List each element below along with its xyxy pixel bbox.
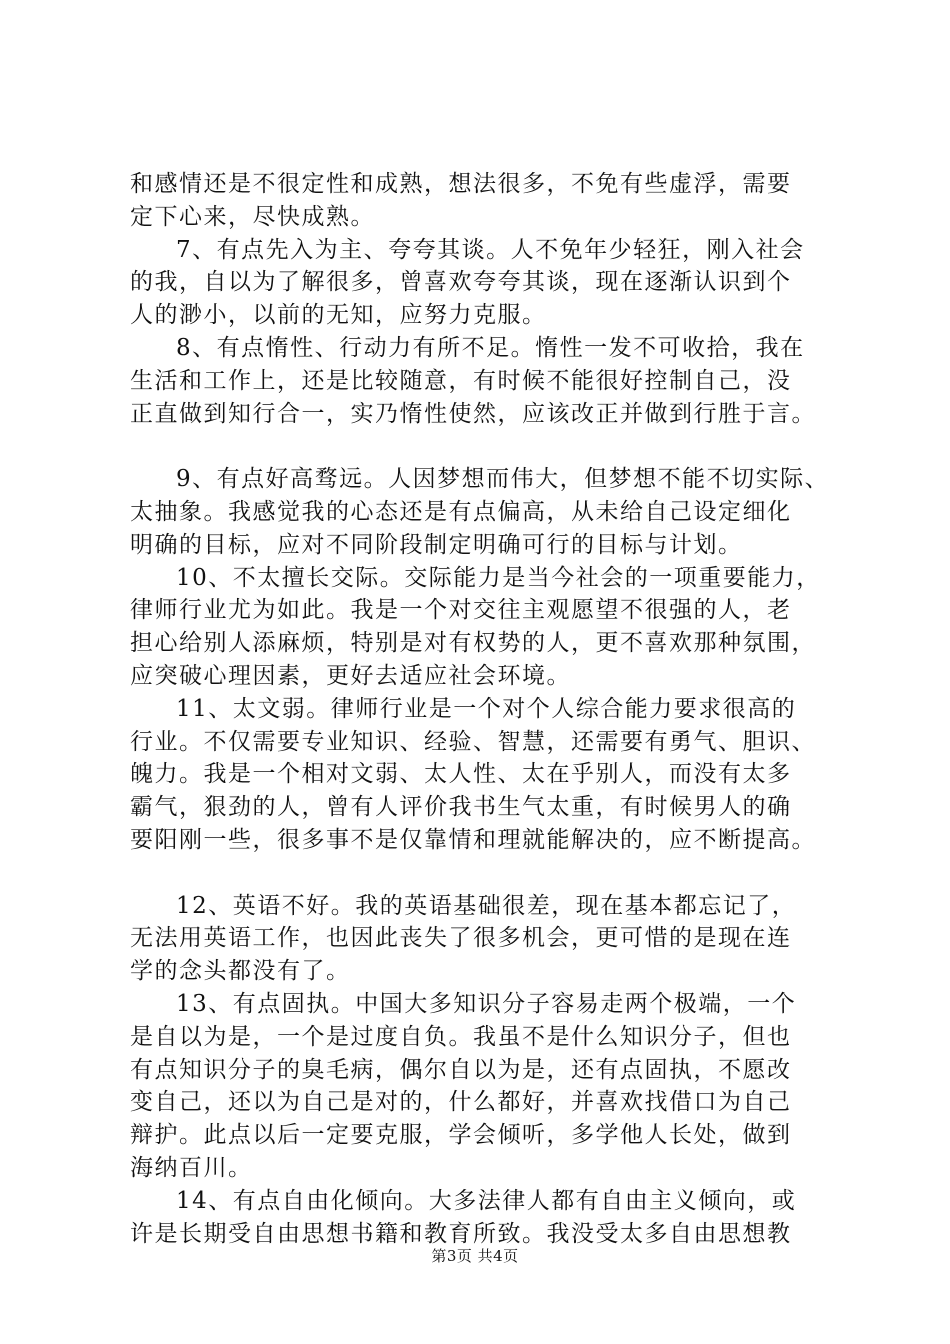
text-line: 太抽象。我感觉我的心态还是有点偏高，从未给自己设定细化 xyxy=(130,498,792,525)
paragraph-14-start: 14、有点自由化倾向。大多法律人都有自由主义倾向，或 xyxy=(176,1187,797,1214)
paragraph-10-start: 10、不太擅长交际。交际能力是当今社会的一项重要能力， xyxy=(176,564,821,591)
text-line: 变自己，还以为自己是对的，什么都好，并喜欢找借口为自己 xyxy=(130,1089,792,1116)
document-body xyxy=(130,168,835,1250)
paragraph-8-start: 8、有点惰性、行动力有所不足。惰性一发不可收拾，我在 xyxy=(176,334,805,361)
text-line: 要阳刚一些，很多事不是仅靠情和理就能解决的，应不断提高。 xyxy=(130,826,816,853)
text-line: 行业。不仅需要专业知识、经验、智慧，还需要有勇气、胆识、 xyxy=(130,728,816,755)
text-line: 应突破心理因素，更好去适应社会环境。 xyxy=(130,662,571,689)
paragraph-7-start: 7、有点先入为主、夸夸其谈。人不免年少轻狂，刚入社会 xyxy=(176,236,805,263)
blank-line xyxy=(130,857,835,890)
text-line: 的我，自以为了解很多，曾喜欢夸夸其谈，现在逐渐认识到个 xyxy=(130,269,792,296)
page-number-footer: 第3页 共4页 xyxy=(431,1247,519,1265)
blank-line xyxy=(130,430,835,463)
text-line: 正直做到知行合一，实乃惰性使然，应该改正并做到行胜于言。 xyxy=(130,400,816,427)
text-line: 担心给别人添麻烦，特别是对有权势的人，更不喜欢那种氛围， xyxy=(130,630,816,657)
paragraph-11-start: 11、太文弱。律师行业是一个对个人综合能力要求很高的 xyxy=(176,695,797,722)
text-line: 无法用英语工作，也因此丧失了很多机会，更可惜的是现在连 xyxy=(130,925,792,952)
paragraph-9-start: 9、有点好高骛远。人因梦想而伟大，但梦想不能不切实际、 xyxy=(176,466,830,493)
text-line: 律师行业尤为如此。我是一个对交往主观愿望不很强的人，老 xyxy=(130,597,792,624)
text-line: 学的念头都没有了。 xyxy=(130,958,351,985)
text-line: 有点知识分子的臭毛病，偶尔自以为是，还有点固执，不愿改 xyxy=(130,1056,792,1083)
text-line: 辩护。此点以后一定要克服，学会倾听，多学他人长处，做到 xyxy=(130,1122,792,1149)
text-line: 海纳百川。 xyxy=(130,1154,253,1181)
text-line: 定下心来，尽快成熟。 xyxy=(130,203,375,230)
paragraph-12-start: 12、英语不好。我的英语基础很差，现在基本都忘记了， xyxy=(176,892,797,919)
text-line: 许是长期受自由思想书籍和教育所致。我没受太多自由思想教 xyxy=(130,1220,792,1247)
text-line: 霸气，狠劲的人，曾有人评价我书生气太重，有时候男人的确 xyxy=(130,794,792,821)
text-line: 人的渺小，以前的无知，应努力克服。 xyxy=(130,302,547,329)
text-line: 魄力。我是一个相对文弱、太人性、太在乎别人，而没有太多 xyxy=(130,761,792,788)
text-line: 是自以为是，一个是过度自负。我虽不是什么知识分子，但也 xyxy=(130,1023,792,1050)
text-line: 生活和工作上，还是比较随意，有时候不能很好控制自己，没 xyxy=(130,367,792,394)
text-line: 明确的目标，应对不同阶段制定明确可行的目标与计划。 xyxy=(130,531,743,558)
paragraph-13-start: 13、有点固执。中国大多知识分子容易走两个极端，一个 xyxy=(176,990,797,1017)
text-line: 和感情还是不很定性和成熟，想法很多，不免有些虚浮，需要 xyxy=(130,171,792,197)
